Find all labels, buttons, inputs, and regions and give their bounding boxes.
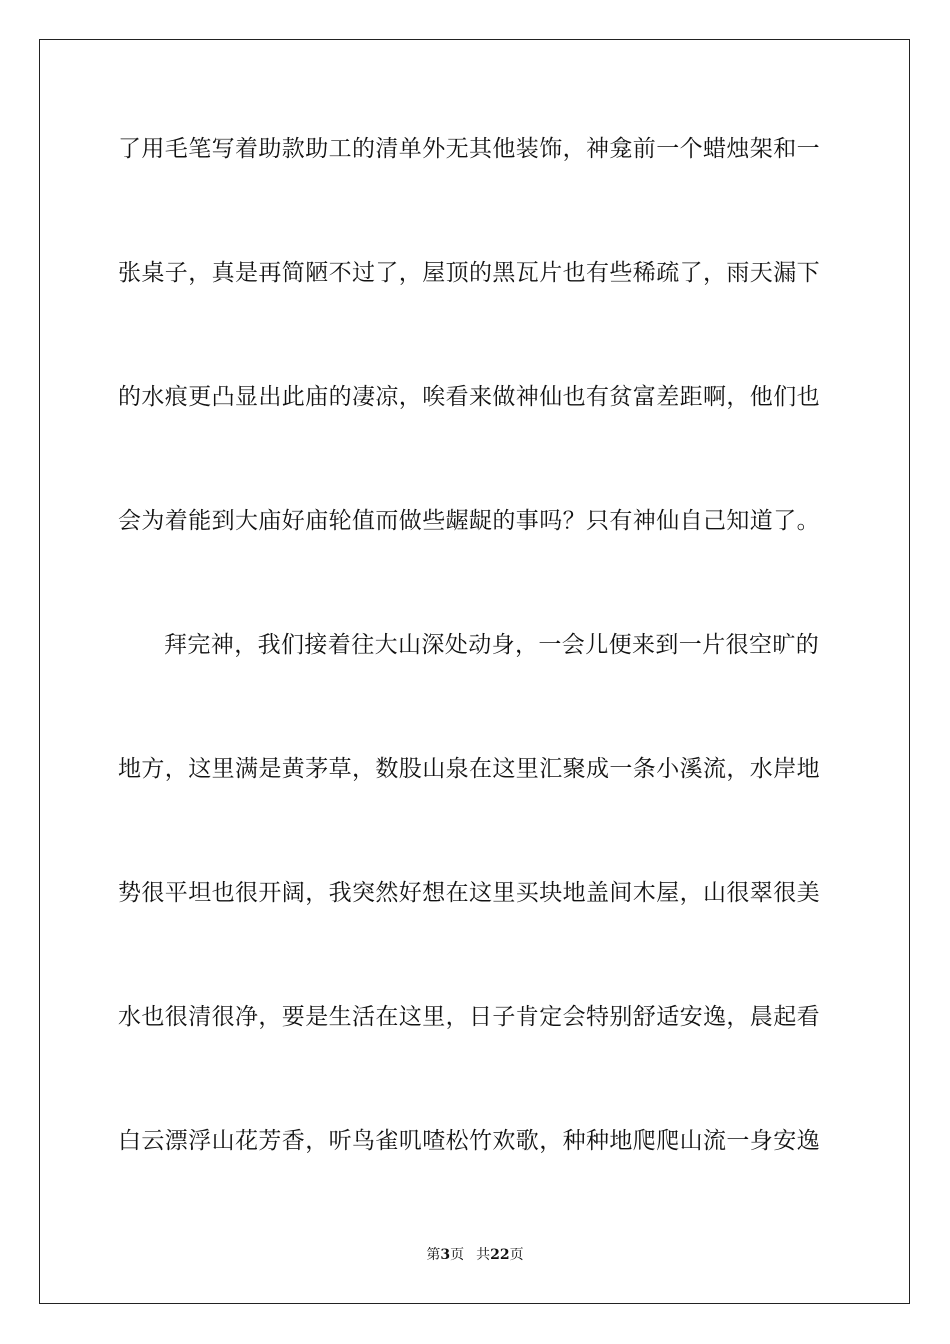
total-prefix: 共 [476,1247,491,1263]
text-line-4: 会为着能到大庙好庙轮值而做些龌龊的事吗？只有神仙自己知道了。 [118,508,820,534]
text-line-6: 地方，这里满是黄茅草，数股山泉在这里汇聚成一条小溪流，水岸地 [118,756,820,782]
page-prefix: 第 [426,1247,441,1263]
page-footer [0,1246,950,1264]
text-line-5-paragraph-start: 拜完神，我们接着往大山深处动身，一会儿便来到一片很空旷的 [164,632,820,658]
text-line-3: 的水痕更凸显出此庙的凄凉，唉看来做神仙也有贫富差距啊，他们也 [118,384,820,410]
text-line-8: 水也很清很净，要是生活在这里，日子肯定会特别舒适安逸，晨起看 [118,1004,820,1030]
text-line-2: 张桌子，真是再简陋不过了，屋顶的黑瓦片也有些稀疏了，雨天漏下 [118,260,820,286]
page-suffix: 页 [450,1247,465,1263]
page-border [39,39,910,1304]
text-line-1: 了用毛笔写着助款助工的清单外无其他装饰，神龛前一个蜡烛架和一 [118,136,820,162]
total-suffix: 页 [509,1247,524,1263]
text-line-9: 白云漂浮山花芳香，听鸟雀叽喳松竹欢歌，种种地爬爬山流一身安逸 [118,1128,820,1154]
page-number: 3 [440,1247,451,1263]
text-line-7: 势很平坦也很开阔，我突然好想在这里买块地盖间木屋，山很翠很美 [118,880,820,906]
total-pages: 22 [490,1247,510,1263]
